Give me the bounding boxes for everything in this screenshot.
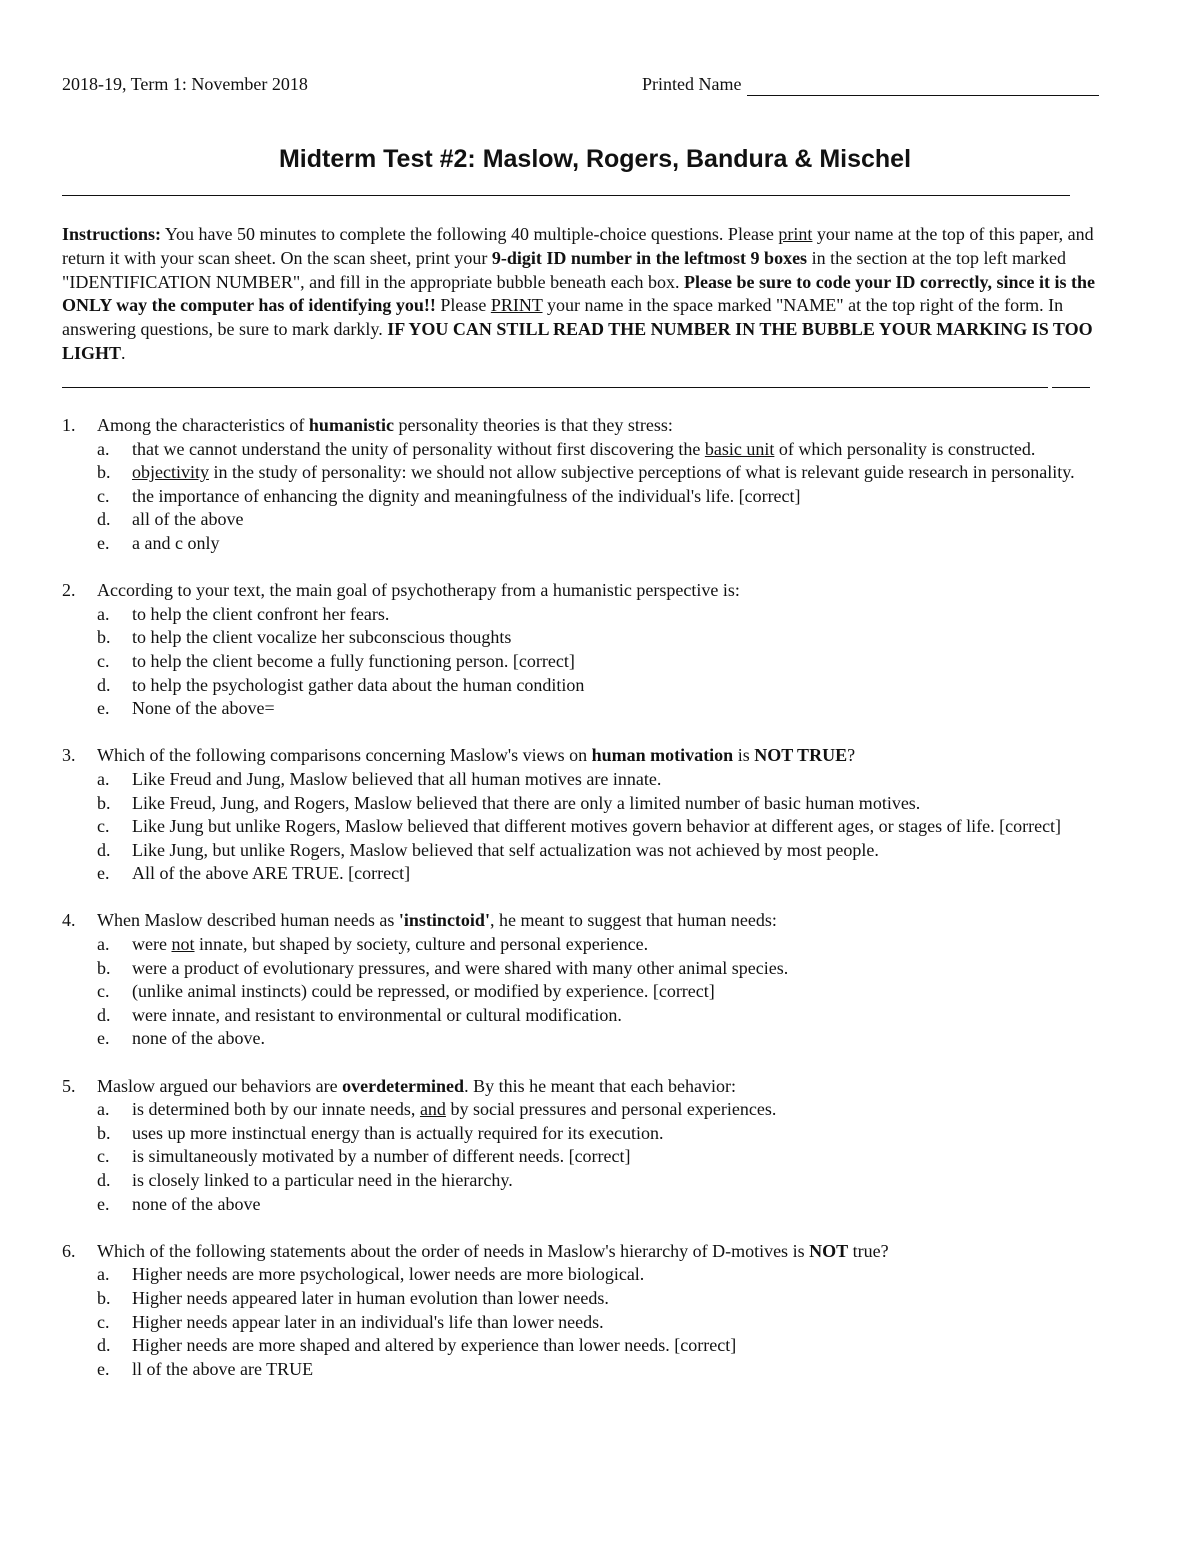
option-letter: b. bbox=[97, 462, 111, 483]
option-text: Higher needs are more psychological, lower needs are more biological. bbox=[132, 1264, 645, 1285]
question-stem: Which of the following statements about the order of needs in Maslow's hierarchy of D-motives is NOT true? bbox=[97, 1240, 889, 1261]
option-letter: b. bbox=[97, 1122, 111, 1143]
option bbox=[62, 1311, 1137, 1335]
instructions-text: your name at the top of this paper, and return it with your scan sheet. On the scan sheet, print your bbox=[62, 224, 1094, 268]
option bbox=[62, 438, 1137, 462]
option-letter: b. bbox=[97, 957, 111, 978]
question-number: 1. bbox=[62, 415, 76, 435]
question-stem: When Maslow described human needs as 'instinctoid', he meant to suggest that human needs: bbox=[97, 910, 777, 931]
printed-name-label: Printed Name bbox=[642, 74, 742, 94]
option bbox=[62, 815, 1137, 839]
option-letter: b. bbox=[97, 792, 111, 813]
option bbox=[62, 697, 1137, 721]
option-letter: a. bbox=[97, 768, 110, 789]
option bbox=[62, 1193, 1137, 1217]
option-letter: d. bbox=[97, 1004, 111, 1025]
option bbox=[62, 1027, 1137, 1051]
question-3 bbox=[62, 744, 1137, 886]
option-text: All of the above ARE TRUE. [correct] bbox=[132, 863, 411, 884]
option bbox=[62, 603, 1137, 627]
option bbox=[62, 650, 1137, 674]
divider bbox=[62, 195, 1070, 196]
printed-name-blank[interactable] bbox=[747, 75, 1099, 96]
option-text: Higher needs are more shaped and altered by experience than lower needs. [correct] bbox=[132, 1335, 737, 1356]
printed-name-field bbox=[642, 72, 1099, 96]
question-2 bbox=[62, 579, 1137, 721]
option-text: none of the above bbox=[132, 1193, 261, 1214]
instructions-bold: Please be sure to code your ID correctly, since it is the ONLY way the computer has of identifying you!! bbox=[62, 271, 1095, 316]
option-letter: c. bbox=[97, 981, 110, 1002]
instructions-bold: 9-digit ID number in the leftmost 9 boxes bbox=[491, 247, 808, 268]
option bbox=[62, 957, 1137, 981]
question-number: 4. bbox=[62, 910, 76, 931]
option bbox=[62, 1287, 1137, 1311]
option-text: the importance of enhancing the dignity and meaningfulness of the individual's life. [correct] bbox=[132, 485, 801, 506]
option-letter: b. bbox=[97, 627, 111, 648]
option-letter: e. bbox=[97, 1193, 110, 1214]
option-letter: a. bbox=[97, 1264, 110, 1285]
instructions bbox=[62, 223, 1130, 366]
option-letter: a. bbox=[97, 603, 110, 624]
option-text: uses up more instinctual energy than is actually required for its execution. bbox=[132, 1122, 664, 1143]
option-text: None of the above= bbox=[132, 698, 275, 719]
option bbox=[62, 461, 1137, 485]
option bbox=[62, 674, 1137, 698]
option-text: to help the client become a fully functioning person. [correct] bbox=[132, 650, 575, 671]
option-text: Like Jung, but unlike Rogers, Maslow believed that self actualization was not achieved by most people. bbox=[132, 839, 879, 860]
option-letter: a. bbox=[97, 438, 110, 459]
instructions-bold: IF YOU CAN STILL READ THE NUMBER IN THE BUBBLE YOUR MARKING IS TOO LIGHT bbox=[62, 319, 1093, 363]
instructions-text: in the section at the top left marked "IDENTIFICATION NUMBER", and fill in the appropriate bubble beneath each box. bbox=[62, 247, 1066, 292]
option-text: Like Jung but unlike Rogers, Maslow believed that different motives govern behavior at different ages, or stages of life. [correct] bbox=[132, 816, 1062, 837]
question-stem: According to your text, the main goal of psychotherapy from a humanistic perspective is: bbox=[97, 580, 740, 601]
question-stem: Maslow argued our behaviors are overdetermined. By this he meant that each behavior: bbox=[97, 1075, 736, 1096]
option bbox=[62, 1334, 1137, 1358]
instructions-text: You have 50 minutes to complete the following 40 multiple-choice questions. Please bbox=[161, 224, 779, 244]
option-text: that we cannot understand the unity of personality without first discovering the basic unit of which personality is constructed. bbox=[132, 438, 1036, 459]
question-6 bbox=[62, 1240, 1137, 1382]
option bbox=[62, 980, 1137, 1004]
option-letter: c. bbox=[97, 816, 110, 837]
question-number: 3. bbox=[62, 745, 76, 766]
option-text: a and c only bbox=[132, 532, 220, 553]
option-letter: c. bbox=[97, 1146, 110, 1167]
question-number: 6. bbox=[62, 1240, 76, 1261]
divider bbox=[1052, 387, 1090, 388]
option bbox=[62, 1004, 1137, 1028]
option bbox=[62, 862, 1137, 886]
option-letter: a. bbox=[97, 1099, 110, 1120]
option bbox=[62, 839, 1137, 863]
question-number: 2. bbox=[62, 580, 76, 601]
question-list bbox=[62, 414, 1137, 1405]
term-date: 2018-19, Term 1: November 2018 bbox=[62, 74, 308, 94]
option bbox=[62, 508, 1137, 532]
option-text: ll of the above are TRUE bbox=[132, 1358, 314, 1379]
option bbox=[62, 485, 1137, 509]
option bbox=[62, 1145, 1137, 1169]
option-letter: d. bbox=[97, 839, 111, 860]
option bbox=[62, 768, 1137, 792]
option-letter: d. bbox=[97, 1170, 111, 1190]
option bbox=[62, 626, 1137, 650]
option-text: is simultaneously motivated by a number of different needs. [correct] bbox=[132, 1146, 631, 1167]
option-text: is closely linked to a particular need in the hierarchy. bbox=[132, 1170, 513, 1190]
instructions-label: Instructions: bbox=[62, 224, 162, 244]
option-letter: e. bbox=[97, 1028, 110, 1049]
instructions-text: Please bbox=[435, 295, 491, 316]
option bbox=[62, 1098, 1137, 1122]
option-letter: d. bbox=[97, 509, 111, 530]
option-letter: c. bbox=[97, 650, 110, 671]
option bbox=[62, 1122, 1137, 1146]
question-1 bbox=[62, 414, 1137, 556]
option bbox=[62, 532, 1137, 556]
option bbox=[62, 792, 1137, 816]
option bbox=[62, 1263, 1137, 1287]
question-5 bbox=[62, 1075, 1137, 1217]
divider bbox=[62, 387, 1048, 388]
option-letter: b. bbox=[97, 1287, 111, 1308]
option-text: Higher needs appear later in an individual's life than lower needs. bbox=[132, 1311, 604, 1332]
instructions-text: your name in the space marked "NAME" at the top right of the form. In answering questions, be sure to mark darkly. bbox=[62, 295, 1064, 340]
option bbox=[62, 1169, 1137, 1193]
option-text: to help the psychologist gather data about the human condition bbox=[132, 674, 585, 695]
divider bbox=[1060, 195, 1070, 196]
option bbox=[62, 1358, 1137, 1382]
instructions-emphasis: PRINT bbox=[490, 295, 543, 316]
option-text: (unlike animal instincts) could be repressed, or modified by experience. [correct] bbox=[132, 981, 715, 1002]
option-text: to help the client confront her fears. bbox=[132, 603, 390, 624]
option-text: were a product of evolutionary pressures, and were shared with many other animal species. bbox=[132, 957, 789, 978]
option-text: to help the client vocalize her subconscious thoughts bbox=[132, 627, 512, 648]
option-text: Like Freud, Jung, and Rogers, Maslow believed that there are only a limited number of basic human motives. bbox=[132, 792, 921, 813]
question-4 bbox=[62, 909, 1137, 1051]
option-text: is determined both by our innate needs, and by social pressures and personal experiences. bbox=[132, 1099, 777, 1120]
question-stem: Among the characteristics of humanistic personality theories is that they stress: bbox=[97, 415, 673, 435]
option-text: Higher needs appeared later in human evolution than lower needs. bbox=[132, 1287, 609, 1308]
option-letter: c. bbox=[97, 1311, 110, 1332]
option-letter: c. bbox=[97, 485, 110, 506]
option-text: all of the above bbox=[132, 509, 244, 530]
option-letter: a. bbox=[97, 934, 110, 955]
option-text: objectivity in the study of personality: we should not allow subjective perceptions of what is relevant guide research in personality. bbox=[132, 462, 1075, 483]
option-letter: e. bbox=[97, 532, 110, 553]
option-text: were not innate, but shaped by society, culture and personal experience. bbox=[132, 934, 649, 955]
page-title: Midterm Test #2: Maslow, Rogers, Bandura & Mischel bbox=[278, 145, 912, 173]
instructions-emphasis: print bbox=[778, 224, 813, 244]
option-letter: d. bbox=[97, 1335, 111, 1356]
option-text: Like Freud and Jung, Maslow believed that all human motives are innate. bbox=[132, 768, 662, 789]
option-letter: e. bbox=[97, 863, 110, 884]
question-stem: Which of the following comparisons concerning Maslow's views on human motivation is NOT TRUE? bbox=[97, 745, 856, 766]
option-letter: d. bbox=[97, 674, 111, 695]
instructions-text: . bbox=[121, 342, 126, 363]
question-number: 5. bbox=[62, 1075, 76, 1096]
option-letter: e. bbox=[97, 698, 110, 719]
option-text: were innate, and resistant to environmental or cultural modification. bbox=[132, 1004, 622, 1025]
option-letter: e. bbox=[97, 1358, 110, 1379]
option-text: none of the above. bbox=[132, 1028, 265, 1049]
option bbox=[62, 933, 1137, 957]
